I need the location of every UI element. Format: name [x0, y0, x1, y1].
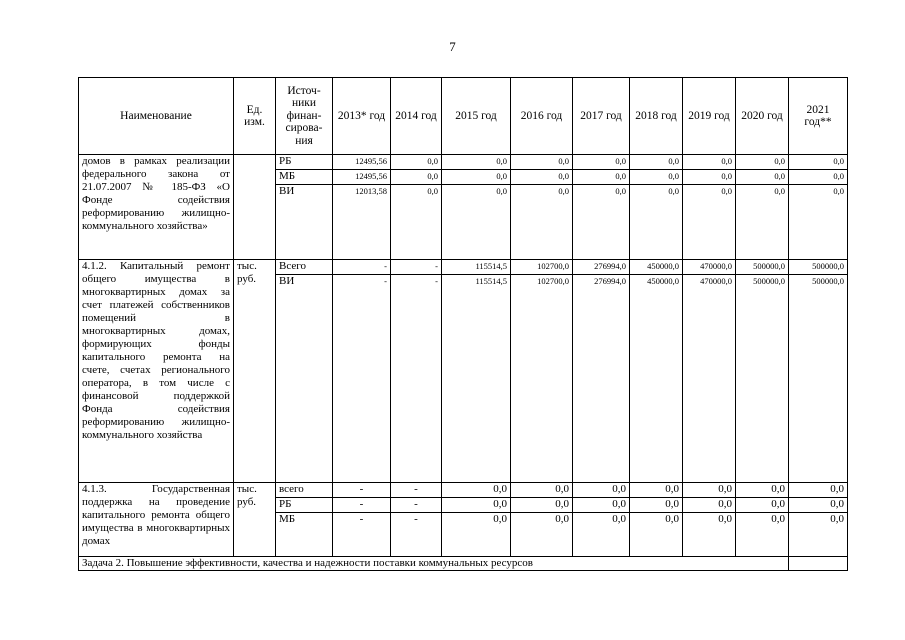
row-source: ВИ [276, 275, 333, 483]
table-cell: 0,0 [789, 498, 848, 513]
header-year: 2013* год [333, 78, 391, 155]
row-name: домов в рамках реализации федерального закона от 21.07.2007 № 185-ФЗ «О Фонде содействия реформированию жилищно-коммунального хозяйства» [79, 155, 234, 260]
table-cell: 500000,0 [736, 275, 789, 483]
table-cell: 0,0 [630, 498, 683, 513]
table-cell: 0,0 [789, 483, 848, 498]
table-cell: 0,0 [391, 185, 442, 260]
table-cell: 500000,0 [789, 275, 848, 483]
row-source: МБ [276, 513, 333, 557]
table-cell: 0,0 [736, 170, 789, 185]
table-cell: 276994,0 [573, 260, 630, 275]
table-cell: 470000,0 [683, 275, 736, 483]
header-name: Наименование [79, 78, 234, 155]
table-cell: 0,0 [789, 155, 848, 170]
table-cell: 102700,0 [511, 275, 573, 483]
table-cell: 0,0 [442, 498, 511, 513]
row-source: РБ [276, 498, 333, 513]
header-year: 2017 год [573, 78, 630, 155]
table-cell: 0,0 [683, 185, 736, 260]
table-cell: 12013,58 [333, 185, 391, 260]
header-year: 2021 год** [789, 78, 848, 155]
table-cell: 0,0 [442, 513, 511, 557]
table-cell: 0,0 [630, 513, 683, 557]
table-cell: 0,0 [683, 483, 736, 498]
table-cell: 115514,5 [442, 275, 511, 483]
table-cell: 0,0 [391, 170, 442, 185]
table-cell: 450000,0 [630, 275, 683, 483]
table-cell: 0,0 [736, 483, 789, 498]
table-cell: 0,0 [442, 483, 511, 498]
table-cell: 0,0 [511, 498, 573, 513]
header-year: 2018 год [630, 78, 683, 155]
table-cell: 0,0 [573, 155, 630, 170]
table-cell: - [391, 498, 442, 513]
table-header-row [79, 78, 848, 155]
header-year: 2015 год [442, 78, 511, 155]
header-unit: Ед. изм. [234, 78, 276, 155]
table-cell: 0,0 [683, 170, 736, 185]
table-cell: 470000,0 [683, 260, 736, 275]
table-cell: 102700,0 [511, 260, 573, 275]
table-cell: - [333, 498, 391, 513]
table-cell: 0,0 [511, 170, 573, 185]
table-cell: 0,0 [442, 170, 511, 185]
header-year: 2019 год [683, 78, 736, 155]
header-source: Источ-ники финан-сирова-ния [276, 78, 333, 155]
table-cell: 0,0 [630, 170, 683, 185]
table-cell: 0,0 [573, 185, 630, 260]
table-cell: 0,0 [736, 498, 789, 513]
table-cell: 500000,0 [789, 260, 848, 275]
table-cell: 0,0 [736, 185, 789, 260]
row-name: 4.1.3. Государственная поддержка на проведение капитального ремонта общего имущества в многоквартирных домах [79, 483, 234, 557]
table-cell: - [333, 260, 391, 275]
task-empty-cell [789, 557, 848, 571]
unit-line: тыс. [237, 260, 257, 272]
table-cell: - [391, 260, 442, 275]
table-row [79, 155, 848, 170]
page-number: 7 [449, 39, 456, 54]
table-row [79, 483, 848, 498]
table-cell: 0,0 [630, 483, 683, 498]
row-unit [234, 155, 276, 260]
row-unit [234, 483, 276, 557]
table-cell: - [333, 275, 391, 483]
table-cell: 0,0 [391, 155, 442, 170]
unit-line: тыс. [237, 483, 257, 495]
table-cell: 0,0 [683, 513, 736, 557]
table-cell: 0,0 [511, 185, 573, 260]
table-cell: 0,0 [573, 498, 630, 513]
table-cell: 0,0 [442, 155, 511, 170]
task-row [79, 557, 848, 571]
header-year: 2014 год [391, 78, 442, 155]
table-cell: 0,0 [789, 170, 848, 185]
table-cell: 115514,5 [442, 260, 511, 275]
table-cell: 0,0 [511, 513, 573, 557]
table-cell: 276994,0 [573, 275, 630, 483]
row-source: всего [276, 483, 333, 498]
header-year: 2016 год [511, 78, 573, 155]
table-cell: 0,0 [789, 185, 848, 260]
table-cell: 0,0 [442, 185, 511, 260]
table-cell: 0,0 [630, 155, 683, 170]
table-cell: 0,0 [573, 513, 630, 557]
table-cell: 0,0 [736, 513, 789, 557]
row-source: МБ [276, 170, 333, 185]
row-name: 4.1.2. Капитальный ремонт общего имущества в многоквартирных домах за счет платежей собственников помещений в многоквартирных домах, формирующих фонды капитального ремонта на счете, счетах регионального оператора, в том числе с финансовой поддержкой Фонда содействия реформированию жилищно- коммунального хозяйства [79, 260, 234, 483]
table-cell: 450000,0 [630, 260, 683, 275]
table-cell: - [333, 513, 391, 557]
table-cell: - [391, 275, 442, 483]
table-cell: 0,0 [683, 155, 736, 170]
row-source: Всего [276, 260, 333, 275]
unit-line: руб. [237, 496, 257, 508]
budget-table [78, 77, 848, 571]
table-cell: 0,0 [573, 483, 630, 498]
table-cell: - [333, 483, 391, 498]
table-cell: 0,0 [789, 513, 848, 557]
table-cell: 12495,56 [333, 155, 391, 170]
table-cell: 500000,0 [736, 260, 789, 275]
row-source: ВИ [276, 185, 333, 260]
header-year: 2020 год [736, 78, 789, 155]
row-source: РБ [276, 155, 333, 170]
unit-line: руб. [237, 273, 257, 285]
row-unit [234, 260, 276, 483]
table-cell: - [391, 483, 442, 498]
table-cell: - [391, 513, 442, 557]
table-cell: 0,0 [683, 498, 736, 513]
table-cell: 0,0 [736, 155, 789, 170]
task-title: Задача 2. Повышение эффективности, качества и надежности поставки коммунальных ресурсов [79, 557, 789, 571]
table-cell: 0,0 [511, 483, 573, 498]
table-row [79, 260, 848, 275]
table-cell: 0,0 [630, 185, 683, 260]
table-cell: 0,0 [511, 155, 573, 170]
table-cell: 12495,56 [333, 170, 391, 185]
table-cell: 0,0 [573, 170, 630, 185]
